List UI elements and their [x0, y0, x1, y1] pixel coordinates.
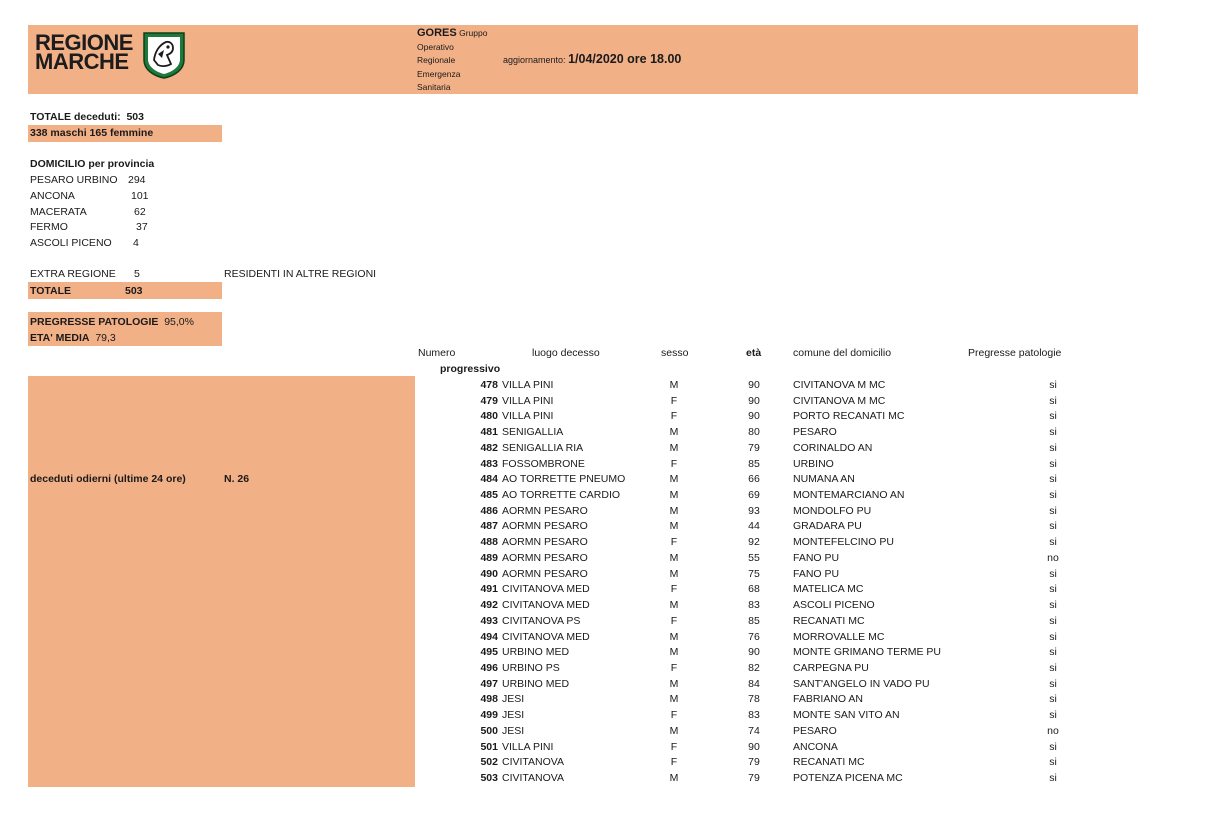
- age-stat: [30, 332, 116, 344]
- row-town: ANCONA: [793, 740, 838, 753]
- row-pathologies: si: [1049, 661, 1057, 674]
- header-sesso: sesso: [661, 347, 689, 359]
- row-pathologies: si: [1049, 441, 1057, 454]
- age-value: 79,3: [95, 332, 116, 344]
- row-town: CARPEGNA PU: [793, 661, 869, 674]
- row-age: 84: [748, 677, 760, 690]
- extra-region-note: RESIDENTI IN ALTRE REGIONI: [224, 268, 377, 280]
- header-luogo: luogo decesso: [532, 347, 600, 359]
- row-age: 85: [748, 614, 760, 627]
- table-row: [418, 552, 1118, 568]
- row-town: FANO PU: [793, 551, 840, 564]
- row-number: 498: [480, 693, 498, 706]
- row-number: 488: [480, 536, 498, 549]
- row-age: 90: [748, 646, 760, 659]
- row-sex: F: [670, 583, 678, 596]
- row-pathologies: si: [1049, 646, 1057, 659]
- row-number: 501: [480, 740, 498, 753]
- row-age: 68: [748, 583, 760, 596]
- table-row: [418, 741, 1118, 757]
- domicile-title: DOMICILIO per provincia: [30, 158, 155, 170]
- row-pathologies: si: [1049, 740, 1057, 753]
- row-town: FANO PU: [793, 567, 840, 580]
- row-pathologies: si: [1049, 756, 1057, 769]
- row-pathologies: si: [1049, 677, 1057, 690]
- today-band: [28, 376, 415, 787]
- row-town: MONTE GRIMANO TERME PU: [793, 646, 941, 659]
- row-town: URBINO: [793, 457, 834, 470]
- gores-block: [417, 27, 487, 95]
- table-row: [418, 583, 1118, 599]
- row-age: 66: [748, 473, 760, 486]
- row-age: 90: [748, 394, 760, 407]
- row-place: URBINO MED: [502, 646, 570, 659]
- row-age: 92: [748, 536, 760, 549]
- table-row: [418, 709, 1118, 725]
- row-sex: F: [670, 457, 678, 470]
- row-town: MATELICA MC: [793, 583, 864, 596]
- row-number: 486: [480, 504, 498, 517]
- row-pathologies: si: [1049, 457, 1057, 470]
- row-pathologies: si: [1049, 630, 1057, 643]
- row-age: 79: [748, 772, 760, 784]
- row-sex: F: [670, 394, 678, 407]
- table-row: [418, 678, 1118, 694]
- pathologies-stat: [30, 316, 194, 328]
- row-pathologies: si: [1049, 504, 1057, 517]
- province-value: 62: [134, 206, 146, 218]
- row-town: GRADARA PU: [793, 520, 862, 533]
- row-number: 492: [480, 599, 498, 612]
- row-age: 83: [748, 709, 760, 722]
- row-sex: M: [669, 426, 679, 439]
- row-number: 494: [480, 630, 498, 643]
- row-place: URBINO PS: [502, 661, 560, 674]
- row-number: 491: [480, 583, 498, 596]
- row-sex: F: [670, 740, 678, 753]
- table-row: [418, 426, 1118, 442]
- row-place: AORMN PESARO: [502, 520, 588, 533]
- update-label: aggiornamento:: [503, 55, 566, 65]
- row-sex: M: [669, 504, 679, 517]
- row-town: CIVITANOVA M MC: [793, 394, 886, 407]
- table-row: [418, 615, 1118, 631]
- update-info: [503, 52, 681, 66]
- row-place: AO TORRETTE CARDIO: [502, 489, 621, 502]
- row-place: AORMN PESARO: [502, 551, 588, 564]
- gores-line: Emergenza: [417, 68, 461, 79]
- row-number: 480: [480, 410, 498, 423]
- province-name: MACERATA: [30, 206, 87, 218]
- row-place: SENIGALLIA: [502, 426, 564, 439]
- row-sex: M: [669, 599, 679, 612]
- total-deceased: [30, 111, 144, 123]
- row-sex: M: [669, 646, 679, 659]
- row-town: MORROVALLE MC: [793, 630, 885, 643]
- row-age: 74: [748, 724, 760, 737]
- row-place: URBINO MED: [502, 677, 570, 690]
- row-age: 44: [748, 520, 760, 533]
- row-age: 93: [748, 504, 760, 517]
- province-name: PESARO URBINO: [30, 174, 118, 186]
- row-town: SANT'ANGELO IN VADO PU: [793, 677, 930, 690]
- row-place: VILLA PINI: [502, 410, 554, 423]
- row-pathologies: si: [1049, 583, 1057, 596]
- age-label: ETA' MEDIA: [30, 332, 90, 344]
- header-patologie: Pregresse patologie: [968, 347, 1062, 359]
- table-row: [418, 458, 1118, 474]
- row-sex: M: [669, 567, 679, 580]
- row-sex: M: [669, 379, 679, 391]
- row-pathologies: si: [1049, 614, 1057, 627]
- row-town: FABRIANO AN: [793, 693, 864, 706]
- row-town: PORTO RECANATI MC: [793, 410, 905, 423]
- table-row: [418, 473, 1118, 489]
- row-town: MONTEFELCINO PU: [793, 536, 894, 549]
- total-deceased-value: 503: [126, 111, 144, 123]
- row-age: 83: [748, 599, 760, 612]
- row-town: NUMANA AN: [793, 473, 855, 486]
- row-place: CIVITANOVA MED: [502, 599, 590, 612]
- table-row: [418, 410, 1118, 426]
- row-place: JESI: [502, 724, 525, 737]
- header-comune: comune del domicilio: [793, 347, 892, 359]
- row-place: VILLA PINI: [502, 379, 554, 391]
- row-town: PESARO: [793, 724, 837, 737]
- row-pathologies: si: [1049, 473, 1057, 486]
- row-town: CIVITANOVA M MC: [793, 379, 886, 391]
- row-town: RECANATI MC: [793, 756, 865, 769]
- extra-region-value: 5: [134, 268, 140, 280]
- row-sex: M: [669, 677, 679, 690]
- today-count: N. 26: [224, 473, 250, 485]
- row-sex: F: [670, 614, 678, 627]
- gores-line: Sanitaria: [417, 82, 451, 92]
- row-number: 478: [480, 379, 498, 391]
- row-age: 55: [748, 551, 760, 564]
- row-number: 489: [480, 551, 498, 564]
- header-progressivo: progressivo: [440, 363, 501, 375]
- logo-line-1: REGIONE: [35, 30, 133, 55]
- row-number: 500: [480, 724, 498, 737]
- row-place: JESI: [502, 709, 525, 722]
- row-place: AORMN PESARO: [502, 504, 588, 517]
- row-town: ASCOLI PICENO: [793, 599, 875, 612]
- row-town: MONDOLFO PU: [793, 504, 872, 517]
- row-age: 85: [748, 457, 760, 470]
- row-age: 79: [748, 756, 760, 769]
- row-place: AO TORRETTE PNEUMO: [502, 473, 626, 486]
- row-age: 79: [748, 441, 760, 454]
- row-place: FOSSOMBRONE: [502, 457, 585, 470]
- region-emblem-icon: [140, 30, 188, 83]
- table-row: [418, 693, 1118, 709]
- gender-line: 338 maschi 165 femmine: [30, 127, 154, 139]
- row-pathologies: si: [1049, 410, 1057, 423]
- table-row: [418, 536, 1118, 552]
- province-value: 294: [128, 174, 146, 186]
- table-row: [418, 756, 1118, 772]
- row-number: 495: [480, 646, 498, 659]
- row-place: CIVITANOVA PS: [502, 614, 581, 627]
- table-row: [418, 725, 1118, 741]
- row-pathologies: no: [1047, 724, 1059, 737]
- update-value: 1/04/2020 ore 18.00: [568, 52, 682, 66]
- row-sex: M: [669, 772, 679, 784]
- row-pathologies: si: [1049, 772, 1057, 784]
- row-number: 482: [480, 441, 498, 454]
- table-row: [418, 505, 1118, 521]
- row-town: POTENZA PICENA MC: [793, 772, 903, 784]
- domicile-total-label: TOTALE: [30, 285, 72, 297]
- header-numero: Numero: [418, 347, 456, 359]
- table-row: [418, 489, 1118, 505]
- pathologies-value: 95,0%: [164, 316, 194, 328]
- table-row: [418, 379, 1118, 395]
- row-number: 499: [480, 709, 498, 722]
- row-pathologies: si: [1049, 426, 1057, 439]
- row-number: 481: [480, 426, 498, 439]
- row-place: CIVITANOVA: [502, 772, 565, 784]
- header-eta: età: [746, 347, 762, 359]
- logo-line-2: MARCHE: [35, 49, 129, 74]
- row-number: 479: [480, 394, 498, 407]
- row-sex: M: [669, 520, 679, 533]
- row-number: 487: [480, 520, 498, 533]
- row-sex: M: [669, 630, 679, 643]
- province-value: 37: [136, 221, 148, 233]
- row-sex: F: [670, 756, 678, 769]
- row-sex: F: [670, 410, 678, 423]
- row-place: VILLA PINI: [502, 740, 554, 753]
- row-number: 496: [480, 661, 498, 674]
- province-value: 4: [133, 237, 139, 249]
- row-sex: F: [670, 661, 678, 674]
- row-place: AORMN PESARO: [502, 536, 588, 549]
- row-sex: M: [669, 551, 679, 564]
- row-number: 497: [480, 677, 498, 690]
- row-town: CORINALDO AN: [793, 441, 873, 454]
- gores-title: GORES: [417, 27, 457, 39]
- table-row: [418, 568, 1118, 584]
- row-pathologies: si: [1049, 536, 1057, 549]
- row-sex: F: [670, 536, 678, 549]
- row-age: 76: [748, 630, 760, 643]
- region-logo-text: [35, 30, 133, 74]
- row-number: 503: [480, 772, 498, 784]
- province-name: FERMO: [30, 221, 68, 233]
- row-pathologies: si: [1049, 379, 1057, 391]
- row-pathologies: si: [1049, 520, 1057, 533]
- row-pathologies: si: [1049, 489, 1057, 502]
- domicile-total-value: 503: [125, 285, 143, 297]
- row-place: AORMN PESARO: [502, 567, 588, 580]
- gores-subtitle: Gruppo: [459, 28, 488, 38]
- row-age: 75: [748, 567, 760, 580]
- row-pathologies: no: [1047, 551, 1059, 564]
- row-number: 502: [480, 756, 498, 769]
- row-age: 90: [748, 740, 760, 753]
- row-place: CIVITANOVA MED: [502, 583, 590, 596]
- row-town: MONTE SAN VITO AN: [793, 709, 900, 722]
- extra-region-label: EXTRA REGIONE: [30, 268, 116, 280]
- row-sex: M: [669, 693, 679, 706]
- row-pathologies: si: [1049, 394, 1057, 407]
- row-age: 69: [748, 489, 760, 502]
- pathologies-label: PREGRESSE PATOLOGIE: [30, 316, 159, 328]
- row-pathologies: si: [1049, 693, 1057, 706]
- today-label: deceduti odierni (ultime 24 ore): [30, 473, 186, 485]
- row-sex: M: [669, 724, 679, 737]
- total-deceased-label: TOTALE deceduti:: [30, 111, 121, 123]
- row-age: 80: [748, 426, 760, 439]
- row-sex: F: [670, 709, 678, 722]
- row-number: 490: [480, 567, 498, 580]
- province-name: ASCOLI PICENO: [30, 237, 112, 249]
- row-pathologies: si: [1049, 567, 1057, 580]
- row-number: 484: [480, 473, 498, 486]
- table-row: [418, 520, 1118, 536]
- table-row: [418, 599, 1118, 615]
- row-sex: M: [669, 473, 679, 486]
- table-row: [418, 662, 1118, 678]
- row-place: VILLA PINI: [502, 394, 554, 407]
- row-sex: M: [669, 489, 679, 502]
- row-pathologies: si: [1049, 709, 1057, 722]
- gores-line: Operativo: [417, 41, 454, 52]
- row-sex: M: [669, 441, 679, 454]
- province-value: 101: [131, 190, 149, 202]
- row-place: CIVITANOVA: [502, 756, 565, 769]
- row-age: 78: [748, 693, 760, 706]
- gores-line: Regionale: [417, 55, 456, 65]
- row-number: 493: [480, 614, 498, 627]
- table-row: [418, 646, 1118, 662]
- table-row: [418, 631, 1118, 647]
- row-pathologies: si: [1049, 599, 1057, 612]
- row-town: MONTEMARCIANO AN: [793, 489, 905, 502]
- row-number: 483: [480, 457, 498, 470]
- row-age: 90: [748, 410, 760, 423]
- row-place: SENIGALLIA RIA: [502, 441, 584, 454]
- row-age: 82: [748, 661, 760, 674]
- row-number: 485: [480, 489, 498, 502]
- table-row: [418, 395, 1118, 411]
- row-place: JESI: [502, 693, 525, 706]
- row-town: RECANATI MC: [793, 614, 865, 627]
- row-age: 90: [748, 379, 760, 391]
- table-row: [418, 442, 1118, 458]
- table-row: [418, 772, 1118, 788]
- row-place: CIVITANOVA MED: [502, 630, 590, 643]
- province-name: ANCONA: [30, 190, 75, 202]
- row-town: PESARO: [793, 426, 837, 439]
